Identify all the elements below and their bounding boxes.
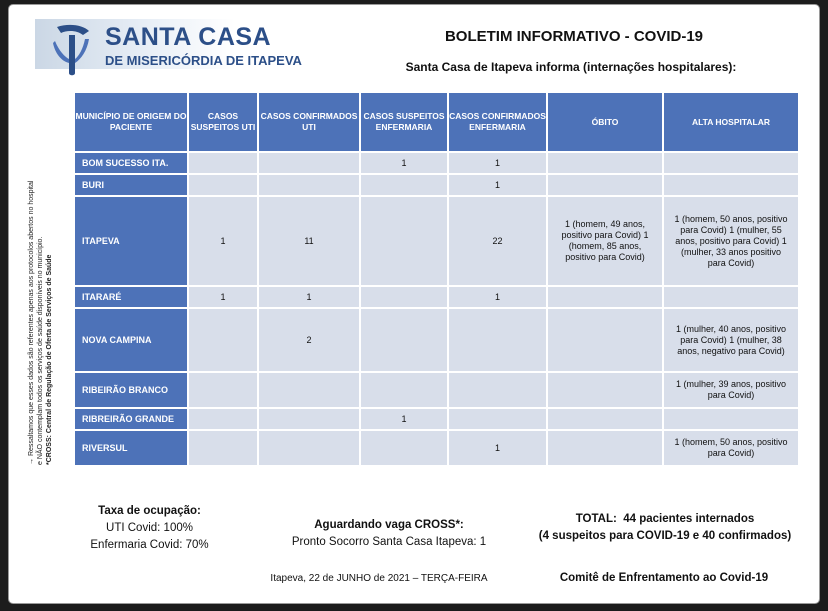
occupancy-block <box>57 503 242 554</box>
cell-alta: 1 (homem, 50 anos, positivo para Covid) <box>664 431 798 465</box>
logo-subtitle: DE MISERICÓRDIA DE ITAPEVA <box>105 53 302 68</box>
bulletin-page <box>8 4 820 604</box>
col-header-municipio: MUNICÍPIO DE ORIGEM DO PACIENTE <box>75 93 187 151</box>
table-row <box>75 309 798 371</box>
cell-obito <box>548 153 662 173</box>
cell-conf-enf: 1 <box>449 287 546 307</box>
col-header-alta: ALTA HOSPITALAR <box>664 93 798 151</box>
cell-susp-uti <box>189 175 257 195</box>
cell-conf-enf <box>449 309 546 371</box>
cell-alta <box>664 287 798 307</box>
table-row <box>75 431 798 465</box>
cell-obito <box>548 309 662 371</box>
bulletin-date: Itapeva, 22 de JUNHO de 2021 – TERÇA-FEIRA <box>270 573 488 584</box>
santa-casa-emblem-icon <box>49 21 97 79</box>
cell-susp-enf: 1 <box>361 409 447 429</box>
cell-alta <box>664 175 798 195</box>
cell-conf-enf: 1 <box>449 175 546 195</box>
cell-susp-uti: 1 <box>189 287 257 307</box>
cell-susp-enf <box>361 287 447 307</box>
cell-conf-enf: 1 <box>449 153 546 173</box>
side-note-line-1: → Ressaltamos que esses dados são referentes apenas aos protocolos abertos no hospital <box>28 180 35 465</box>
cell-susp-uti <box>189 373 257 407</box>
cell-conf-enf <box>449 373 546 407</box>
table-row <box>75 153 798 173</box>
cell-obito: 1 (homem, 49 anos, positivo para Covid) 1 (homem, 85 anos, positivo para Covid) <box>548 197 662 285</box>
table-row <box>75 175 798 195</box>
cell-municipio: ITARARÉ <box>75 287 187 307</box>
table-row <box>75 287 798 307</box>
col-header-conf-uti: CASOS CONFIRMADOS UTI <box>259 93 359 151</box>
cell-conf-uti <box>259 153 359 173</box>
total-line: TOTAL: 44 pacientes internados <box>575 513 755 525</box>
cell-obito <box>548 175 662 195</box>
cell-susp-uti <box>189 309 257 371</box>
cell-alta <box>664 409 798 429</box>
total-detail: (4 suspeitos para COVID-19 e 40 confirmados) <box>538 530 792 542</box>
table-header-row <box>75 93 798 151</box>
cell-susp-uti: 1 <box>189 197 257 285</box>
cell-obito <box>548 373 662 407</box>
col-header-conf-enf: CASOS CONFIRMADOS ENFERMARIA <box>449 93 546 151</box>
cell-obito <box>548 431 662 465</box>
santa-casa-logo <box>35 19 307 81</box>
cell-conf-uti <box>259 175 359 195</box>
cell-susp-enf <box>361 431 447 465</box>
cell-susp-enf <box>361 309 447 371</box>
logo-title: SANTA CASA <box>105 23 272 51</box>
occupancy-uti: UTI Covid: 100% <box>106 522 193 534</box>
cell-conf-uti <box>259 431 359 465</box>
table-row <box>75 373 798 407</box>
table-row <box>75 197 798 285</box>
cell-susp-uti <box>189 153 257 173</box>
side-note-line-3: *CROSS: Central de Regulação de Oferta de Serviços de Saúde <box>46 254 53 465</box>
cell-municipio: BOM SUCESSO ITA. <box>75 153 187 173</box>
col-header-susp-enf: CASOS SUSPEITOS ENFERMARIA <box>361 93 447 151</box>
cell-obito <box>548 409 662 429</box>
occupancy-enfermaria: Enfermaria Covid: 70% <box>90 539 209 551</box>
cell-municipio: RIBEIRÃO BRANCO <box>75 373 187 407</box>
cell-susp-uti <box>189 409 257 429</box>
cell-conf-uti <box>259 409 359 429</box>
cell-municipio: RIVERSUL <box>75 431 187 465</box>
waiting-value: Pronto Socorro Santa Casa Itapeva: 1 <box>291 536 487 548</box>
occupancy-title: Taxa de ocupação: <box>98 505 201 517</box>
waiting-block <box>259 517 519 551</box>
cell-municipio: BURI <box>75 175 187 195</box>
cell-conf-uti: 2 <box>259 309 359 371</box>
waiting-title: Aguardando vaga CROSS*: <box>314 519 464 531</box>
cell-municipio: NOVA CAMPINA <box>75 309 187 371</box>
cell-susp-uti <box>189 431 257 465</box>
col-header-obito: ÓBITO <box>548 93 662 151</box>
cell-obito <box>548 287 662 307</box>
hospitalization-table <box>73 91 800 467</box>
cell-conf-uti <box>259 373 359 407</box>
cell-alta: 1 (mulher, 40 anos, positivo para Covid) 1 (mulher, 38 anos, negativo para Covid) <box>664 309 798 371</box>
cell-susp-enf <box>361 373 447 407</box>
cell-susp-enf <box>361 197 447 285</box>
side-note-line-2: e NÃO contemplam todos os serviços de saúde disponíveis no município. <box>37 236 44 465</box>
cell-conf-enf <box>449 409 546 429</box>
table-row <box>75 409 798 429</box>
cell-alta <box>664 153 798 173</box>
cell-alta: 1 (homem, 50 anos, positivo para Covid) 1 (mulher, 55 anos, positivo para Covid) 1 (mulher, 33 anos positivo para Covid) <box>664 197 798 285</box>
cell-conf-enf: 22 <box>449 197 546 285</box>
cell-conf-uti: 11 <box>259 197 359 285</box>
total-block <box>515 511 815 545</box>
cell-conf-enf: 1 <box>449 431 546 465</box>
cell-municipio: RIBREIRÃO GRANDE <box>75 409 187 429</box>
bulletin-title: BOLETIM INFORMATIVO - COVID-19 <box>444 28 704 45</box>
bulletin-subtitle: Santa Casa de Itapeva informa (internações hospitalares): <box>405 60 737 74</box>
cell-alta: 1 (mulher, 39 anos, positivo para Covid) <box>664 373 798 407</box>
cell-susp-enf <box>361 175 447 195</box>
committee-name: Comitê de Enfrentamento ao Covid-19 <box>559 572 769 584</box>
cell-susp-enf: 1 <box>361 153 447 173</box>
col-header-susp-uti: CASOS SUSPEITOS UTI <box>189 93 257 151</box>
cell-conf-uti: 1 <box>259 287 359 307</box>
cell-municipio: ITAPEVA <box>75 197 187 285</box>
